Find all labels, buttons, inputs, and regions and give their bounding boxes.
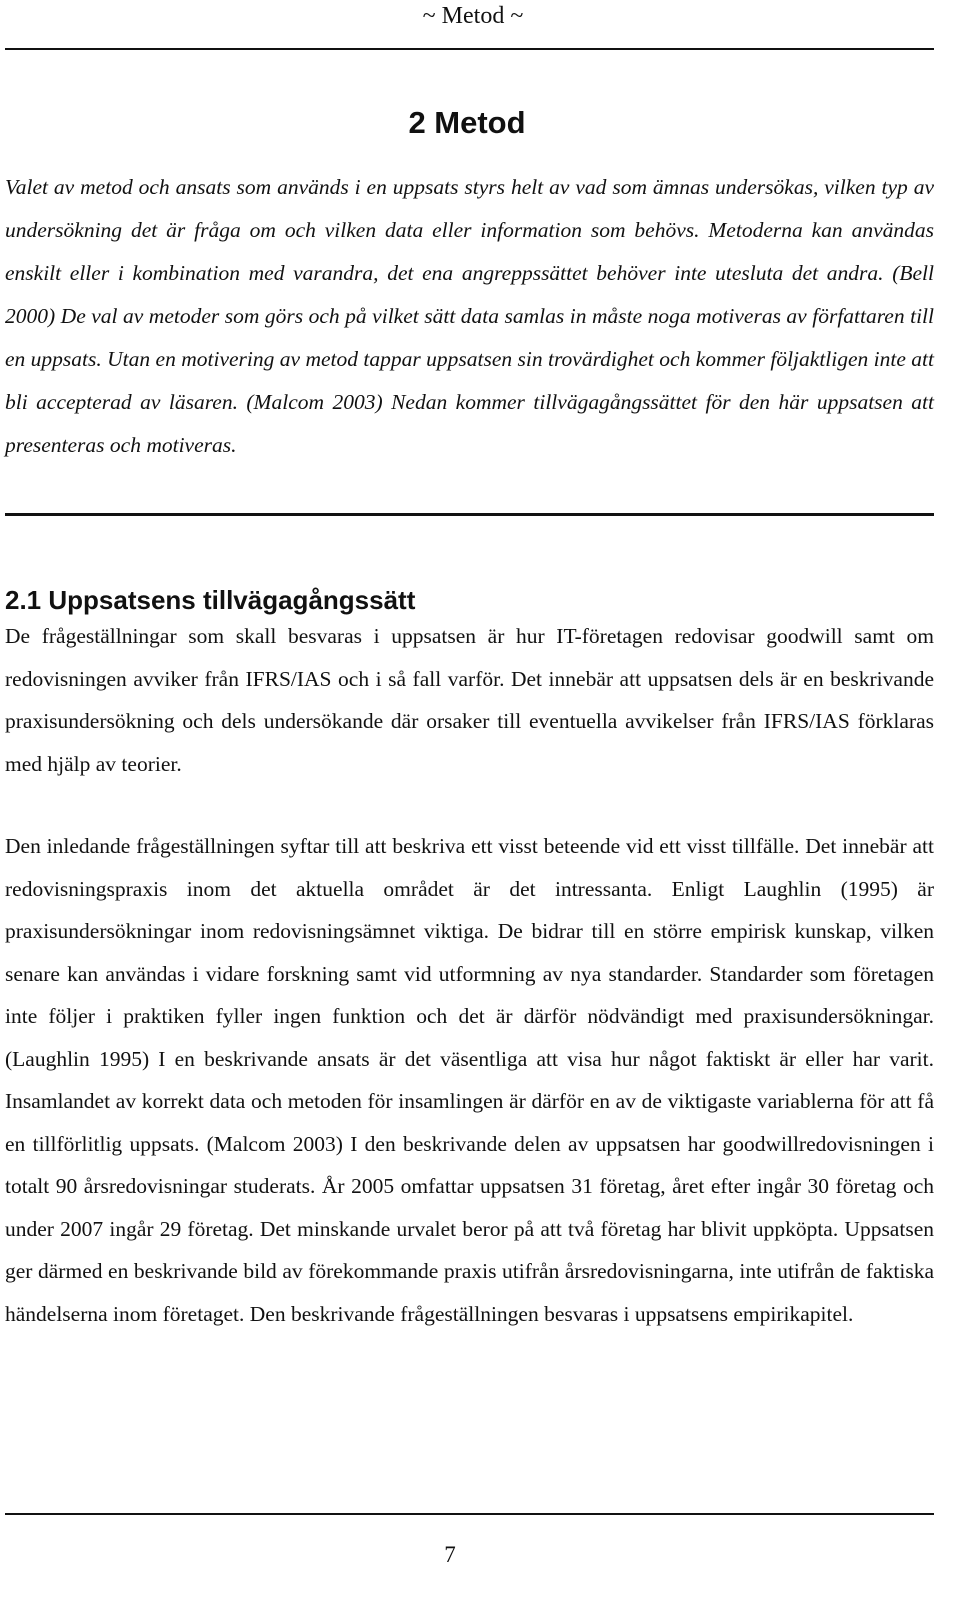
section-title: 2.1 Uppsatsens tillvägagångssätt [5,585,416,615]
intro-divider [5,513,934,516]
section-paragraph-1: De frågeställningar som skall besvaras i uppsatsen är hur IT-företagen redovisar goodwill samt om redovisningen avviker från IFRS/IAS och i så fall varför. Det innebär att uppsatsen dels är en beskrivande praxisundersökning och dels undersökande där orsaker till eventuella avvikelser från IFRS/IAS förklaras med hjälp av teorier. [5,624,934,776]
footer-divider [5,1513,934,1515]
running-header: ~ Metod ~ [422,3,524,29]
chapter-intro-paragraph: Valet av metod och ansats som används i en uppsats styrs helt av vad som ämnas undersökas, vilken typ av undersökning det är fråga om och vilken data eller information som behövs. Metoderna kan användas enskilt eller i kombination med varandra, det ena angreppssättet behöver inte utesluta det andra. (Bell 2000) De val av metoder som görs och på vilket sätt data samlas in måste noga motiveras av författaren till en uppsats. Utan en motivering av metod tappar uppsatsen sin trovärdighet och kommer följaktligen inte att bli accepterad av läsaren. (Malcom 2003) Nedan kommer tillvägagångssättet för den här uppsatsen att presenteras och motiveras. [5,175,934,457]
section-paragraph-2: Den inledande frågeställningen syftar till att beskriva ett visst beteende vid ett visst tillfälle. Det innebär att redovisningspraxis inom det aktuella området är det intressanta. Enligt Laughlin (1995) är praxisundersökningar inom redovisningsämnet viktiga. De bidrar till en större empirisk kunskap, vilken senare kan användas i vidare forskning samt vid utformning av nya standarder. Standarder som företagen inte följer i praktiken fyller ingen funktion och det är därför nödvändigt med praxisundersökningar. (Laughlin 1995) I en beskrivande ansats är det väsentliga att visa hur något faktiskt är eller har varit. Insamlandet av korrekt data och metoden för insamlingen är därför en av de viktigaste variablerna för att få en tillförlitlig uppsats. (Malcom 2003) I den beskrivande delen av uppsatsen har goodwillredovisningen i totalt 90 årsredovisningar studerats. År 2005 omfattar uppsatsen 31 företag, året efter ingår 30 företag och under 2007 ingår 29 företag. Det minskande urvalet beror på att två företag har blivit uppköpta. Uppsatsen ger därmed en beskrivande bild av förekommande praxis utifrån årsredovisningarna, inte utifrån de faktiska händelserna inom företaget. Den beskrivande frågeställningen besvaras i uppsatsens empirikapitel. [5,834,934,1326]
header-divider [5,48,934,50]
chapter-title: 2 Metod [408,105,526,140]
page-number: 7 [444,1542,456,1567]
